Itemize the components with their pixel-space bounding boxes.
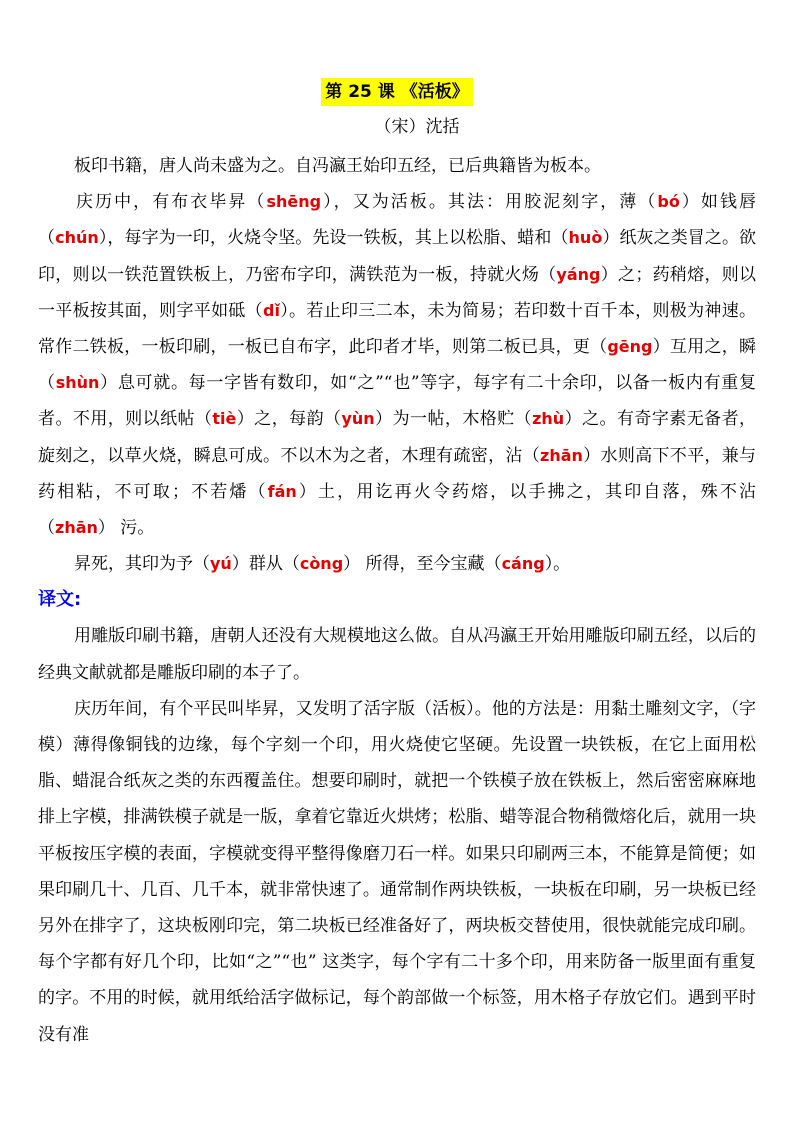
translation-paragraph [38,618,756,690]
text-segment: 昇死，其印为予（ [74,554,210,575]
text-segment: 庆历中，有布衣毕昇（ [74,192,267,213]
text-segment: ） 污。 [97,518,155,539]
author-line: （宋）沈括 [374,117,460,137]
pinyin-annotation: gēng [607,337,653,357]
text-segment: ） 所得，至今宝藏（ [343,554,502,575]
translation-text-segment: 用雕版印刷书籍，唐朝人还没有大规模地这么做。自从冯瀛王开始用雕版印刷五经，以后的经典文献就都是雕版印刷的本子了。 [38,626,756,683]
pinyin-annotation: chún [55,228,99,248]
text-segment: ）为一帖，木格贮（ [374,409,533,430]
pinyin-annotation: fán [267,481,297,501]
text-segment: ）互用之，瞬（ [38,337,756,394]
text-segment: ）。 [544,554,571,575]
pinyin-annotation: còng [299,554,344,574]
text-segment: ）。若止印三二本，未为简易；若印数十百千本，则极为神速。常作二铁板，一板印刷，一板已自布字，此印者才毕，则第二板已具，更（ [38,300,756,358]
pinyin-annotation: zhù [532,409,565,429]
text-segment: ），每字为一印，火烧令坚。先设一铁板，其上以松脂、蜡和（ [98,228,569,249]
pinyin-annotation: tiè [212,409,237,429]
text-segment: ）之，每韵（ [236,409,342,430]
translation-heading: 译文: [38,589,82,611]
pinyin-annotation: shùn [55,373,100,393]
translation-text [38,618,756,1052]
text-segment: ）如钱唇（ [38,192,757,249]
pinyin-annotation: zhān [55,518,98,538]
text-segment: ）纸灰之类冒之。欲印，则以一铁范置铁板上，乃密布字印，满铁范为一板，持就火炀（ [38,228,757,285]
text-segment: ）水则高下不平，兼与药相粘，不可取；不若燔（ [38,445,757,502]
original-text [38,148,756,582]
lesson-title: 第 25 课 《活板》 [321,78,472,106]
translation-paragraph [38,691,756,1053]
text-segment: ）土，用讫再火令药熔，以手拂之，其印自落，殊不沾（ [38,481,757,539]
text-segment: ）息可就。每一字皆有数印，如“之”“也”等字，每字有二十余印，以备一板内有重复者。不用，则以纸帖（ [38,373,757,430]
text-segment: ）之；药稍熔，则以一平板按其面，则字平如砥（ [38,264,757,321]
pinyin-annotation: huò [568,228,603,248]
pinyin-annotation: yáng [556,264,601,284]
title-row [38,78,756,112]
pinyin-annotation: yú [210,554,232,574]
pinyin-annotation: shēng [266,192,322,212]
pinyin-annotation: dǐ [262,300,280,320]
translation-text-segment: 庆历年间，有个平民叫毕昇，又发明了活字版（活板）。他的方法是：用黏土雕刻文字，（字模）薄得像铜钱的边缘，每个字刻一个印，用火烧使它坚硬。先设置一块铁板，在它上面用松脂、蜡混合纸灰之类的东西覆盖住。想要印刷时，就把一个铁模子放在铁板上，然后密密麻麻地排上字模，排满铁模子就是一版，拿着它靠近火烘烤；松脂、蜡等混合物稍微熔化后，就用一块平板按压字模的表面，字模就变得平整得像磨刀石一样。如果只印刷两三本，不能算是简便；如果印刷几十、几百、几千本，就非常快速了。通常制作两块铁板，一块板在印刷，另一块板已经另外在排字了，这块板刚印完，第二块板已经准备好了，两块板交替使用，很快就能完成印刷。每个字都有好几个印，比如“之”“也” 这类字，每个字有二十多个印，用来防备一版里面有重复的字。不用的时候，就用纸给活字做标记，每个韵部做一个标签，用木格子存放它们。遇到平时没有准 [38,698,756,1045]
pinyin-annotation: cáng [501,554,545,574]
text-segment: ），又为活板。其法：用胶泥刻字，薄（ [321,192,658,213]
pinyin-annotation: bó [657,192,680,212]
pinyin-annotation: zhān [540,445,583,465]
text-segment: ）群从（ [231,554,300,575]
original-paragraph [38,184,756,546]
original-paragraph [38,546,756,582]
original-paragraph [38,148,756,184]
text-segment: ）之。有奇字素无备者，旋刻之，以草火烧，瞬息可成。不以木为之者，木理有疏密，沾（ [38,409,757,466]
pinyin-annotation: yùn [341,409,375,429]
text-segment: 板印书籍，唐人尚未盛为之。自冯瀛王始印五经，已后典籍皆为板本。 [74,156,601,176]
